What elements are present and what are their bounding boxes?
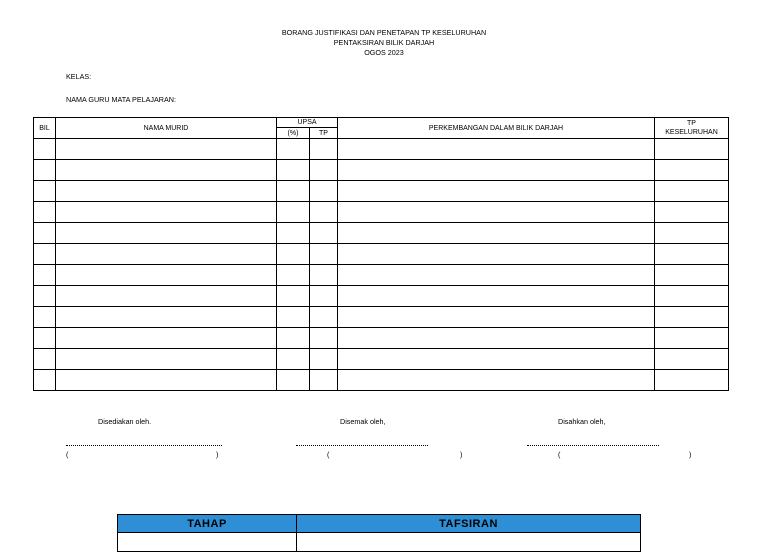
- approved-by-close-paren: ): [689, 450, 692, 459]
- table-cell[interactable]: [34, 202, 56, 223]
- table-cell[interactable]: [338, 286, 655, 307]
- table-cell[interactable]: [56, 370, 277, 391]
- table-cell[interactable]: [655, 328, 729, 349]
- table-cell[interactable]: [310, 244, 338, 265]
- table-cell[interactable]: [34, 265, 56, 286]
- table-cell[interactable]: [310, 160, 338, 181]
- table-cell[interactable]: [338, 223, 655, 244]
- header-perkembangan: PERKEMBANGAN DALAM BILIK DARJAH: [338, 118, 655, 139]
- table-cell[interactable]: [655, 370, 729, 391]
- table-cell[interactable]: [56, 139, 277, 160]
- prepared-by-close-paren: ): [216, 450, 219, 459]
- table-cell[interactable]: [655, 286, 729, 307]
- table-cell[interactable]: [338, 328, 655, 349]
- table-cell[interactable]: [310, 286, 338, 307]
- prepared-by-open-paren: (: [66, 450, 69, 459]
- kelas-label: KELAS:: [66, 72, 92, 81]
- table-row: [34, 328, 729, 349]
- table-cell[interactable]: [338, 160, 655, 181]
- approved-by-open-paren: (: [558, 450, 561, 459]
- table-row: [34, 160, 729, 181]
- prepared-by-label: Disediakan oleh.: [98, 417, 152, 426]
- legend-header-tahap: TAHAP: [118, 515, 297, 533]
- table-cell[interactable]: [310, 202, 338, 223]
- table-cell[interactable]: [655, 139, 729, 160]
- legend-header-tafsiran: TAFSIRAN: [297, 515, 641, 533]
- header-upsa: UPSA: [277, 118, 338, 128]
- prepared-by-signature-line: [66, 445, 222, 446]
- table-cell[interactable]: [277, 286, 310, 307]
- header-tp-line-2: KESELURUHAN: [665, 129, 718, 136]
- student-table: [33, 117, 729, 391]
- table-cell[interactable]: [277, 328, 310, 349]
- header-upsa-percent: (%): [277, 128, 310, 139]
- table-row: [34, 370, 729, 391]
- table-row: [34, 139, 729, 160]
- table-row: [34, 349, 729, 370]
- table-cell[interactable]: [56, 349, 277, 370]
- table-cell[interactable]: [277, 160, 310, 181]
- table-cell[interactable]: [338, 349, 655, 370]
- approved-by-signature-line: [527, 445, 659, 446]
- header-nama-murid: NAMA MURID: [56, 118, 277, 139]
- table-cell[interactable]: [338, 139, 655, 160]
- table-body: [34, 139, 729, 391]
- table-cell[interactable]: [310, 181, 338, 202]
- checked-by-close-paren: ): [460, 450, 463, 459]
- table-cell[interactable]: [34, 307, 56, 328]
- table-cell[interactable]: [34, 244, 56, 265]
- header-bil: BIL: [34, 118, 56, 139]
- title-line-3: OGOS 2023: [364, 48, 404, 57]
- table-cell[interactable]: [56, 265, 277, 286]
- table-cell[interactable]: [310, 307, 338, 328]
- teacher-name-label: NAMA GURU MATA PELAJARAN:: [66, 95, 176, 104]
- table-row: [34, 244, 729, 265]
- title-line-2: PENTAKSIRAN BILIK DARJAH: [333, 38, 435, 47]
- table-cell[interactable]: [56, 244, 277, 265]
- form-title: [0, 28, 768, 58]
- checked-by-signature-line: [296, 445, 428, 446]
- table-cell[interactable]: [277, 307, 310, 328]
- table-row: [34, 307, 729, 328]
- table-cell[interactable]: [277, 265, 310, 286]
- table-row: [34, 202, 729, 223]
- legend-table: [117, 514, 641, 552]
- table-cell[interactable]: [56, 307, 277, 328]
- table-cell[interactable]: [338, 370, 655, 391]
- checked-by-label: Disemak oleh,: [340, 417, 386, 426]
- table-cell[interactable]: [56, 202, 277, 223]
- table-cell[interactable]: [34, 286, 56, 307]
- table-cell[interactable]: [34, 160, 56, 181]
- table-cell[interactable]: [310, 223, 338, 244]
- table-cell[interactable]: [310, 349, 338, 370]
- checked-by-open-paren: (: [327, 450, 330, 459]
- table-cell[interactable]: [56, 160, 277, 181]
- table-cell[interactable]: [56, 223, 277, 244]
- table-row: [34, 181, 729, 202]
- legend-cell: [297, 533, 641, 552]
- table-cell[interactable]: [310, 139, 338, 160]
- table-cell[interactable]: [655, 202, 729, 223]
- table-cell[interactable]: [34, 139, 56, 160]
- table-cell[interactable]: [34, 223, 56, 244]
- table-cell[interactable]: [277, 202, 310, 223]
- table-cell[interactable]: [56, 328, 277, 349]
- table-row: [34, 286, 729, 307]
- table-cell[interactable]: [277, 139, 310, 160]
- table-cell[interactable]: [34, 181, 56, 202]
- table-cell[interactable]: [655, 244, 729, 265]
- table-row: [34, 223, 729, 244]
- table-row: [34, 265, 729, 286]
- table-cell[interactable]: [655, 307, 729, 328]
- header-upsa-tp: TP: [310, 128, 338, 139]
- table-cell[interactable]: [310, 370, 338, 391]
- header-tp-line-1: TP: [687, 120, 696, 127]
- table-cell[interactable]: [310, 328, 338, 349]
- table-cell[interactable]: [56, 181, 277, 202]
- table-cell[interactable]: [655, 223, 729, 244]
- table-cell[interactable]: [277, 349, 310, 370]
- table-cell[interactable]: [34, 349, 56, 370]
- table-cell[interactable]: [277, 223, 310, 244]
- table-cell[interactable]: [338, 181, 655, 202]
- table-cell[interactable]: [655, 160, 729, 181]
- table-cell[interactable]: [338, 265, 655, 286]
- table-cell[interactable]: [310, 265, 338, 286]
- table-cell[interactable]: [338, 244, 655, 265]
- legend-cell: [118, 533, 297, 552]
- table-cell[interactable]: [655, 181, 729, 202]
- table-cell[interactable]: [56, 286, 277, 307]
- table-cell[interactable]: [34, 370, 56, 391]
- approved-by-label: Disahkan oleh,: [558, 417, 606, 426]
- table-cell[interactable]: [34, 328, 56, 349]
- table-cell[interactable]: [277, 181, 310, 202]
- table-cell[interactable]: [277, 244, 310, 265]
- table-cell[interactable]: [655, 349, 729, 370]
- title-line-1: BORANG JUSTIFIKASI DAN PENETAPAN TP KESELURUHAN: [281, 28, 487, 37]
- table-cell[interactable]: [655, 265, 729, 286]
- table-cell[interactable]: [277, 370, 310, 391]
- table-cell[interactable]: [338, 202, 655, 223]
- table-cell[interactable]: [338, 307, 655, 328]
- header-tp-keseluruhan: [655, 118, 729, 139]
